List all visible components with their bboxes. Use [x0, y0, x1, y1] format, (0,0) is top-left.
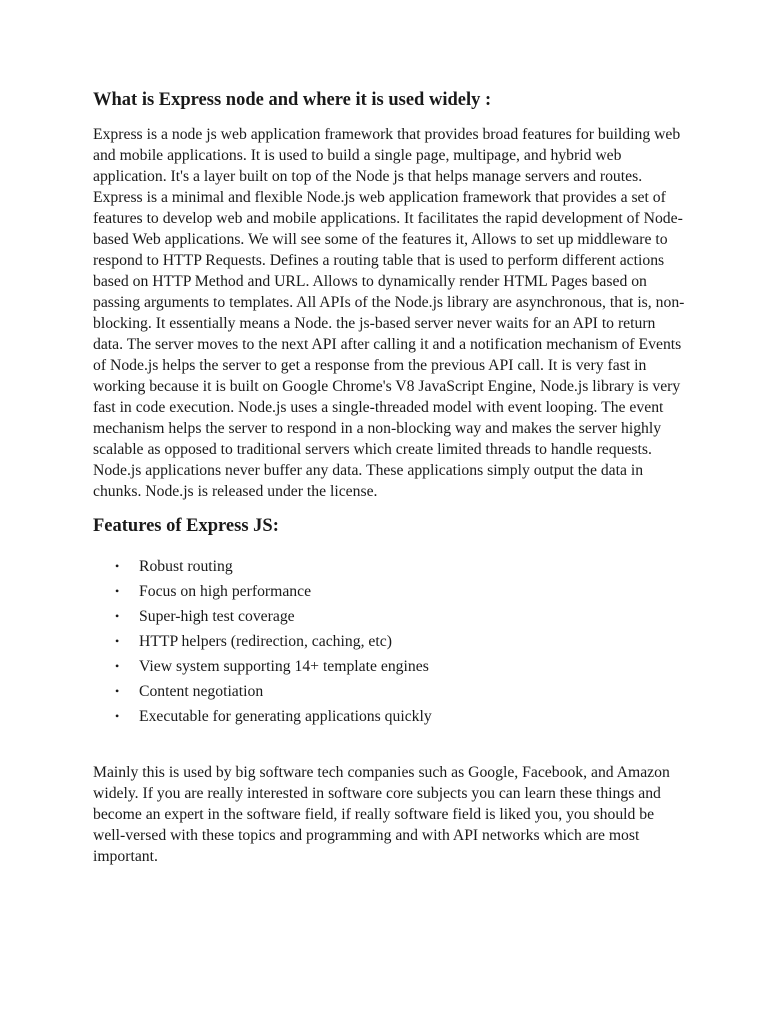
closing-paragraph: Mainly this is used by big software tech companies such as Google, Facebook, and Amazon widely. If you are really interested in software core subjects you can learn these things and become an expert in the software field, if really software field is liked you, you should be well-versed with these topics and programming and with API networks which are most important.	[93, 764, 670, 865]
bullet-icon: •	[115, 634, 120, 648]
intro-paragraph: Express is a node js web application framework that provides broad features for building web and mobile applications. It is used to build a single page, multipage, and hybrid web application. It's a layer built on top of the Node js that helps manage servers and routes. Express is a minimal and flexible Node.js web application framework that provides a set of features to develop web and mobile applications. It facilitates the rapid development of Node-based Web applications. We will see some of the features it, Allows to set up middleware to respond to HTTP Requests. Defines a routing table that is used to perform different actions based on HTTP Method and URL. Allows to dynamically render HTML Pages based on passing arguments to templates. All APIs of the Node.js library are asynchronous, that is, non-blocking. It essentially means a Node. the js-based server never waits for an API to return data. The server moves to the next API after calling it and a notification mechanism of Events of Node.js helps the server to get a response from the previous API call. It is very fast in working because it is built on Google Chrome's V8 JavaScript Engine, Node.js library is very fast in code execution. Node.js uses a single-threaded model with event looping. The event mechanism helps the server to respond in a non-blocking way and makes the server highly scalable as opposed to traditional servers which create limited threads to handle requests. Node.js applications never buffer any data. These applications simply output the data in chunks. Node.js is released under the license.	[93, 126, 685, 500]
list-item	[115, 554, 688, 579]
list-item	[115, 704, 688, 729]
bullet-icon: •	[115, 709, 120, 723]
list-item-text: Executable for generating applications quickly	[139, 708, 432, 725]
list-item-text: Robust routing	[139, 558, 233, 575]
list-item	[115, 654, 688, 679]
bullet-icon: •	[115, 559, 120, 573]
bullet-icon: •	[115, 584, 120, 598]
list-item-text: View system supporting 14+ template engines	[139, 658, 429, 675]
list-item-text: Focus on high performance	[139, 583, 312, 600]
bullet-icon: •	[115, 684, 120, 698]
features-heading: Features of Express JS:	[93, 516, 279, 536]
features-list	[93, 554, 688, 729]
page-title: What is Express node and where it is used widely :	[93, 90, 492, 110]
list-item	[115, 604, 688, 629]
list-item	[115, 629, 688, 654]
list-item-text: Content negotiation	[139, 683, 264, 700]
list-item-text: HTTP helpers (redirection, caching, etc)	[139, 633, 392, 650]
list-item	[115, 579, 688, 604]
list-item	[115, 679, 688, 704]
bullet-icon: •	[115, 659, 120, 673]
bullet-icon: •	[115, 609, 120, 623]
list-item-text: Super-high test coverage	[139, 608, 295, 625]
